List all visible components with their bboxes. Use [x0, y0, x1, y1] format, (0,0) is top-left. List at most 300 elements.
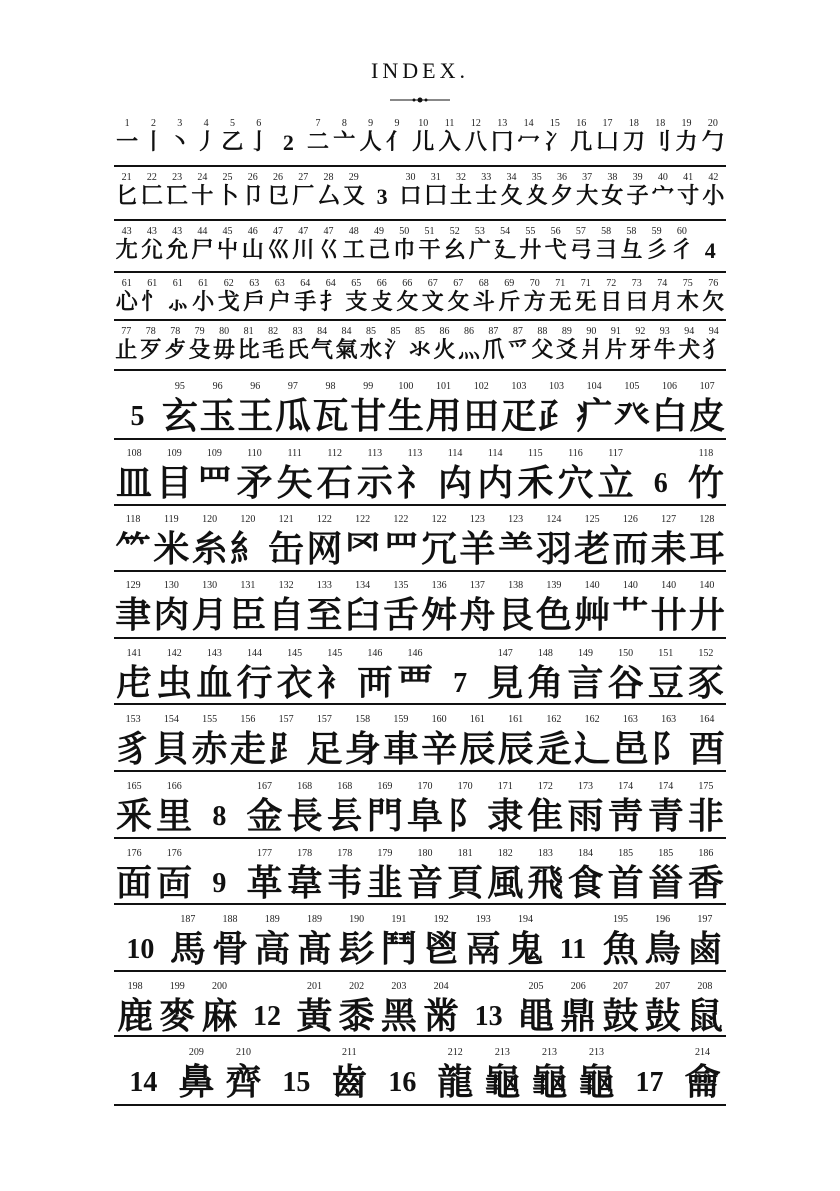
radical-entry: [515, 118, 541, 154]
radical-number: 55: [525, 226, 536, 237]
stroke-count-marker: 10: [126, 934, 155, 965]
radical-entry: [462, 381, 500, 435]
radical-number: 18: [655, 118, 666, 129]
radical-entry: [646, 848, 686, 902]
radical-entry: [515, 981, 557, 1035]
radical-glyph: 谷: [607, 663, 644, 704]
radical-glyph: 𩠐: [647, 863, 684, 904]
radical-number: 149: [578, 648, 594, 659]
radical-entry: [267, 580, 305, 634]
radical-entry: [573, 514, 611, 568]
radical-number: 140: [699, 580, 715, 591]
radical-glyph: 虍: [116, 663, 153, 704]
radical-number: 66: [402, 278, 413, 289]
radical-entry: [504, 914, 546, 968]
row-divider: [114, 570, 726, 572]
radical-entry: [220, 1047, 267, 1101]
radical-number: 189: [264, 914, 280, 925]
radical-glyph: 尸: [191, 238, 214, 263]
radical-glyph: 竹: [687, 463, 724, 504]
radical-number: 33: [481, 172, 492, 183]
radical-entry: [548, 278, 574, 314]
radical-entry: [114, 448, 154, 502]
radical-number: 80: [219, 326, 230, 337]
radical-entry: [675, 278, 701, 314]
radical-glyph: 龜: [578, 1062, 615, 1103]
radical-entry: [650, 172, 675, 208]
radical-entry: [702, 326, 726, 362]
radical-number: 157: [316, 714, 332, 725]
radical-number: 52: [449, 226, 460, 237]
radical-glyph: 又: [342, 184, 365, 209]
radical-glyph: 瓜: [274, 396, 311, 437]
radical-glyph: 礻: [396, 463, 433, 504]
radical-glyph: 允: [166, 238, 189, 263]
radical-entry: [341, 226, 366, 262]
radical-glyph: 冗: [421, 529, 458, 570]
radical-glyph: 自: [268, 595, 305, 636]
radical-entry: [555, 326, 579, 362]
radical-number: 58: [601, 226, 612, 237]
radical-entry: [187, 326, 211, 362]
radical-number: 11: [444, 118, 455, 129]
radical-number: 115: [528, 448, 543, 459]
radical-glyph: 門: [366, 796, 403, 837]
radical-entry: [573, 278, 599, 314]
radical-entry: [543, 226, 568, 262]
radical-entry: [265, 226, 290, 262]
radical-glyph: 氵: [384, 338, 407, 363]
radical-glyph: 鼻: [178, 1062, 215, 1103]
radical-glyph: 龜: [531, 1062, 568, 1103]
radical-glyph: 冖: [517, 130, 540, 155]
radical-number: 22: [146, 172, 157, 183]
radical-entry: [497, 580, 535, 634]
radical-entry: [242, 278, 268, 314]
radical-glyph: 几: [570, 130, 593, 155]
radical-glyph: 灬: [457, 338, 480, 363]
radical-entry: [191, 278, 217, 314]
radical-number: 196: [655, 914, 671, 925]
radical-glyph: 欠: [702, 290, 725, 315]
radical-entry: [557, 981, 599, 1035]
stroke-count-marker: 12: [252, 1001, 281, 1032]
radical-glyph: 馬: [169, 929, 206, 970]
radical-number: 170: [417, 781, 433, 792]
radical-entry: [369, 278, 395, 314]
radical-number: 1: [124, 118, 130, 129]
radical-entry: [240, 172, 265, 208]
radical-glyph: 匚: [140, 184, 163, 209]
radical-glyph: 高: [254, 929, 291, 970]
radical-number: 146: [367, 648, 383, 659]
radical-entry: [420, 514, 458, 568]
row-divider: [114, 1104, 726, 1106]
radical-entry: [700, 118, 726, 154]
radical-glyph: 癶: [613, 396, 650, 437]
radical-entry: [236, 381, 274, 435]
radical-entry: [474, 172, 499, 208]
radical-glyph: 艸: [574, 595, 611, 636]
radical-entry: [686, 848, 726, 902]
radical-number: 94: [708, 326, 719, 337]
radical-glyph: 囗: [424, 184, 447, 209]
radical-glyph: 豕: [687, 663, 724, 704]
radical-glyph: 耳: [688, 529, 725, 570]
radical-number: 122: [393, 514, 409, 525]
radical-glyph: 角: [527, 663, 564, 704]
radical-glyph: 刀: [622, 130, 645, 155]
radical-glyph: 艹: [612, 595, 649, 636]
radical-number: 210: [235, 1047, 251, 1058]
radical-glyph: 羊: [459, 529, 496, 570]
radical-entry: [420, 714, 458, 768]
radical-entry: [688, 381, 726, 435]
radical-entry: [594, 118, 620, 154]
radical-entry: [642, 914, 684, 968]
radical-entry: [624, 278, 650, 314]
radical-glyph: 歺: [164, 338, 187, 363]
radical-entry: [365, 848, 405, 902]
radical-glyph: 爫: [506, 338, 529, 363]
radical-entry: [555, 448, 595, 502]
stroke-count-marker: 16: [388, 1067, 417, 1098]
radical-entry: [701, 278, 727, 314]
radical-entry: [154, 648, 194, 702]
radical-entry: [669, 226, 694, 262]
radical-entry: [344, 714, 382, 768]
radical-number: 182: [497, 848, 513, 859]
radical-glyph: 子: [626, 184, 649, 209]
radical-glyph: 鼓: [602, 996, 639, 1037]
radical-entry: [154, 848, 194, 902]
radical-glyph: 石: [316, 463, 353, 504]
radical-number: 154: [163, 714, 179, 725]
radical-entry: [573, 714, 611, 768]
radical-entry: [446, 278, 472, 314]
radical-glyph: 首: [607, 863, 644, 904]
row-divider: [114, 770, 726, 772]
radical-entry: [164, 172, 189, 208]
radical-number: 94: [684, 326, 695, 337]
radical-glyph: 广: [468, 238, 491, 263]
radical-glyph: 辵: [535, 729, 572, 770]
radical-entry: [542, 118, 568, 154]
radical-number: 178: [297, 848, 313, 859]
radical-glyph: 氺: [408, 338, 431, 363]
radical-number: 145: [327, 648, 343, 659]
radical-glyph: 骨: [212, 929, 249, 970]
radical-entry: [575, 381, 613, 435]
radical-glyph: 阝: [447, 796, 484, 837]
radical-number: 140: [584, 580, 600, 591]
radical-number: 77: [121, 326, 132, 337]
radical-glyph: 身: [344, 729, 381, 770]
radical-entry: [378, 914, 420, 968]
radical-glyph: 镸: [326, 796, 363, 837]
radical-glyph: 肉: [153, 595, 190, 636]
radical-number: 95: [174, 381, 185, 392]
radical-glyph: 韋: [286, 863, 323, 904]
radical-entry: [596, 448, 636, 502]
radical-entry: [565, 648, 605, 702]
radical-entry: [199, 381, 237, 435]
radical-number: 54: [500, 226, 511, 237]
radical-number: 150: [618, 648, 634, 659]
radical-number: 17: [602, 118, 613, 129]
radical-entry: [164, 226, 189, 262]
radical-glyph: 至: [306, 595, 343, 636]
radical-entry: [198, 981, 240, 1035]
radical-entry: [165, 278, 191, 314]
radical-entry: [650, 714, 688, 768]
radical-number: 119: [164, 514, 179, 525]
radical-number: 61: [172, 278, 183, 289]
radical-entry: [688, 580, 726, 634]
radical-number: 166: [166, 781, 182, 792]
row-divider: [114, 165, 726, 167]
radical-number: 213: [494, 1047, 510, 1058]
radical-number: 208: [697, 981, 713, 992]
radical-glyph: 无: [549, 290, 572, 315]
radical-glyph: 色: [535, 595, 572, 636]
radical-number: 16: [576, 118, 587, 129]
radical-glyph: 魚: [602, 929, 639, 970]
radical-entry: [140, 278, 166, 314]
radical-glyph: 宀: [651, 184, 674, 209]
radical-entry: [215, 226, 240, 262]
radical-glyph: 皮: [689, 396, 726, 437]
radical-number: 36: [556, 172, 567, 183]
radical-glyph: 疋: [500, 396, 537, 437]
radical-entry: [497, 714, 535, 768]
radical-glyph: 二: [306, 130, 329, 155]
radical-number: 87: [488, 326, 499, 337]
radical-number: 204: [433, 981, 449, 992]
radical-entry: [621, 118, 647, 154]
radical-number: 34: [506, 172, 517, 183]
radical-glyph: 里: [156, 796, 193, 837]
radical-entry: [417, 226, 442, 262]
radical-number: 53: [474, 226, 485, 237]
radical-glyph: 穴: [557, 463, 594, 504]
radical-entry: [267, 714, 305, 768]
radical-entry: [395, 278, 421, 314]
radical-glyph: 非: [687, 796, 724, 837]
radical-number: 184: [578, 848, 594, 859]
radical-entry: [613, 381, 651, 435]
radical-glyph: 青: [647, 796, 684, 837]
radical-entry: [432, 326, 456, 362]
radical-glyph: 匕: [115, 184, 138, 209]
radical-entry: [336, 914, 378, 968]
radical-number: 50: [399, 226, 410, 237]
radical-number: 86: [439, 326, 450, 337]
radical-number: 83: [292, 326, 303, 337]
radical-number: 73: [631, 278, 642, 289]
radical-glyph: 鳥: [644, 929, 681, 970]
radical-glyph: 立: [597, 463, 634, 504]
radical-glyph: 辰: [497, 729, 534, 770]
radical-glyph: 禸: [437, 463, 474, 504]
radical-entry: [305, 514, 343, 568]
radical-entry: [215, 172, 240, 208]
radical-number: 142: [166, 648, 182, 659]
radical-entry: [191, 714, 229, 768]
radical-number: 197: [697, 914, 713, 925]
radical-entry: [500, 381, 538, 435]
radical-glyph: 生: [387, 396, 424, 437]
radical-entry: [653, 326, 677, 362]
radical-entry: [522, 278, 548, 314]
radical-number: 162: [584, 714, 600, 725]
radical-number: 3: [177, 118, 183, 129]
radical-glyph: 彡: [645, 238, 668, 263]
radical-glyph: 舌: [382, 595, 419, 636]
radical-glyph: 丶: [168, 130, 191, 155]
radical-entry: [154, 448, 194, 502]
radical-number: 145: [287, 648, 303, 659]
radical-number: 112: [327, 448, 343, 459]
radical-entry: [535, 714, 573, 768]
radical-number: 175: [698, 781, 714, 792]
radical-number: 40: [657, 172, 668, 183]
radical-glyph: 山: [241, 238, 264, 263]
radical-number: 163: [661, 714, 677, 725]
radical-glyph: 勹: [701, 130, 724, 155]
radical-glyph: 凵: [596, 130, 619, 155]
radical-glyph: 隹: [527, 796, 564, 837]
radical-glyph: 乙: [221, 130, 244, 155]
radical-number: 14: [523, 118, 534, 129]
radical-entry: [229, 714, 267, 768]
radical-number: 207: [612, 981, 628, 992]
radical-entry: [240, 226, 265, 262]
radical-entry: [236, 326, 260, 362]
radical-entry: [506, 326, 530, 362]
radical-entry: [216, 278, 242, 314]
radical-glyph: 巛: [267, 238, 290, 263]
radical-entry: [408, 326, 432, 362]
radical-number: 6: [256, 118, 262, 129]
radical-glyph: 毋: [213, 338, 236, 363]
radical-entry: [688, 714, 726, 768]
radical-entry: [357, 118, 383, 154]
radical-number: 214: [694, 1047, 710, 1058]
radical-glyph: 止: [115, 338, 138, 363]
radical-number: 198: [127, 981, 143, 992]
radical-entry: [318, 278, 344, 314]
radical-entry: [355, 448, 395, 502]
radical-number: 117: [608, 448, 623, 459]
radical-glyph: 鼔: [644, 996, 681, 1037]
radical-number: 192: [433, 914, 449, 925]
radical-number: 130: [163, 580, 179, 591]
radical-glyph: 用: [425, 396, 462, 437]
radical-entry: [646, 648, 686, 702]
radical-entry: [686, 648, 726, 702]
radical-entry: [244, 848, 284, 902]
radical-glyph: 父: [531, 338, 554, 363]
radical-entry: [677, 326, 701, 362]
radical-number: 60: [676, 226, 687, 237]
radical-entry: [518, 226, 543, 262]
radical-number: 102: [473, 381, 489, 392]
radical-glyph: 邑: [612, 729, 649, 770]
radical-entry: [305, 580, 343, 634]
radical-glyph: 水: [360, 338, 383, 363]
radical-number: 96: [250, 381, 261, 392]
stroke-count-marker: 9: [212, 868, 227, 899]
radical-glyph: 覀: [396, 663, 433, 704]
radical-glyph: 臣: [229, 595, 266, 636]
radical-glyph: 弓: [569, 238, 592, 263]
radical-glyph: 走: [229, 729, 266, 770]
radical-entry: [462, 914, 504, 968]
radical-number: 107: [699, 381, 715, 392]
radical-glyph: 犭: [702, 338, 725, 363]
radical-glyph: 户: [268, 290, 291, 315]
radical-glyph: 鼠: [686, 996, 723, 1037]
radical-entry: [673, 118, 699, 154]
radical-number: 136: [431, 580, 447, 591]
radical-glyph: 龍: [437, 1062, 474, 1103]
radical-entry: [193, 118, 219, 154]
radical-glyph: 士: [475, 184, 498, 209]
radical-glyph: 斤: [498, 290, 521, 315]
radical-glyph: 支: [345, 290, 368, 315]
radical-glyph: 殳: [188, 338, 211, 363]
radical-number: 135: [393, 580, 409, 591]
radical-entry: [650, 580, 688, 634]
radical-entry: [114, 514, 152, 568]
radical-glyph: 而: [612, 529, 649, 570]
radical-glyph: ⺗: [166, 290, 189, 315]
radical-number: 47: [323, 226, 334, 237]
row-divider: [114, 219, 726, 221]
radical-entry: [684, 981, 726, 1035]
radical-number: 56: [550, 226, 561, 237]
stroke-count-marker: 17: [635, 1067, 664, 1098]
radical-number: 193: [475, 914, 491, 925]
radical-entry: [579, 326, 603, 362]
radical-glyph: 羽: [535, 529, 572, 570]
radical-entry: [114, 326, 138, 362]
radical-number: 130: [202, 580, 218, 591]
radical-number: 47: [298, 226, 309, 237]
radical-glyph: 禾: [517, 463, 554, 504]
radical-entry: [274, 381, 312, 435]
radical-number: 176: [126, 848, 142, 859]
radical-number: 109: [166, 448, 182, 459]
radical-glyph: 鹿: [117, 996, 154, 1037]
radical-number: 81: [243, 326, 254, 337]
radical-number: 105: [624, 381, 640, 392]
radical-number: 171: [497, 781, 513, 792]
radical-number: 78: [145, 326, 156, 337]
radical-number: 212: [447, 1047, 463, 1058]
radical-entry: [349, 381, 387, 435]
radical-glyph: 尢: [115, 238, 138, 263]
radical-glyph: 襾: [356, 663, 393, 704]
radical-number: 63: [249, 278, 260, 289]
radical-entry: [599, 278, 625, 314]
radical-entry: [325, 781, 365, 835]
radical-number: 190: [349, 914, 365, 925]
radical-glyph: 夕: [550, 184, 573, 209]
radical-glyph: 曰: [625, 290, 648, 315]
radical-entry: [156, 981, 198, 1035]
